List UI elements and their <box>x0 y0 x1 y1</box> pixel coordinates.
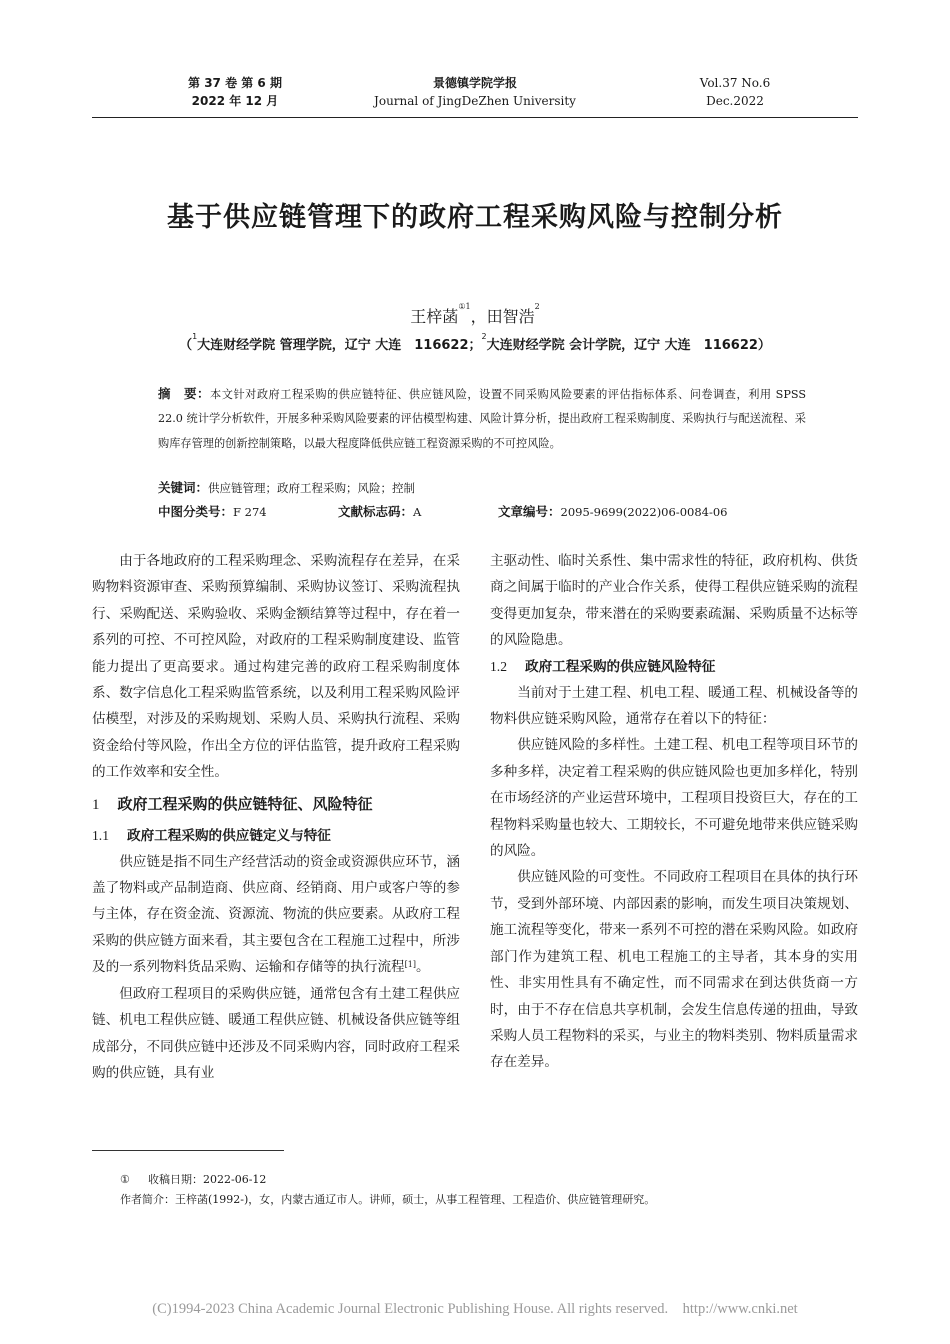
paragraph-continued: 主驱动性、临时关系性、集中需求性的特征，政府机构、供货商之间属于临时的产业合作关系，使得工程供应链采购的流程变得更加复杂，带来潜在的采购要素疏漏、采购质量不达标等的风险隐患。 <box>490 553 858 649</box>
intro-paragraph: 由于各地政府的工程采购理念、采购流程存在差异，在采购物料资源审查、采购预算编制、采购协议签订、采购流程执行、采购配送、采购验收、采购金额结算等过程中，存在着一系列的可控、不可控风险，对政府的工程采购制度建设、监管能力提出了更高要求。通过构建完善的政府工程采购制度体系、数字信息化工程采购监管系统，以及利用工程采购风险评估模型，对涉及的采购规划、采购人员、采购执行流程、采购资金给付等风险，作出全方位的评估监管，提升政府工程采购的工作效率和安全性。 <box>92 553 460 781</box>
author-1: 王梓菡 <box>410 307 459 326</box>
classification-line <box>158 501 808 523</box>
footnote-mark: ① <box>120 1173 130 1186</box>
clc-value: F 274 <box>233 505 267 519</box>
header-date: 2022 年 12 月 <box>191 94 279 108</box>
affil-1: 大连财经学院 管理学院，辽宁 大连 116622； <box>197 338 482 353</box>
header-vol-en: Vol.37 No.6 <box>699 76 771 90</box>
abstract-label: 摘 要： <box>158 386 211 401</box>
paragraph-risk-diversity: 供应链风险的多样性。土建工程、机电工程等项目环节的多种多样，决定着工程采购的供应链风险也更加多样化，特别在市场经济的产业运营环境中，工程项目投资巨大，存在的工程物料采购量也较大、工期较长，不可避免地带来供应链采购的风险。 <box>490 737 858 860</box>
author-2-mark: 2 <box>534 302 540 311</box>
affil-open: （ <box>179 338 193 353</box>
header-date-en: Dec.2022 <box>706 94 764 108</box>
abstract-text: 本文针对政府工程采购的供应链特征、供应链风险，设置不同采购风险要素的评估指标体系、问卷调查，利用 SPSS 22.0 统计学分析软件，开展多种采购风险要素的评估模型构建、风险计算分析，提出政府工程采购制度、采购执行与配送流程、采购库存管理的创新控制策略，以最大程度降低供应链工程资源采购的不可控风险。 <box>158 388 806 450</box>
section-1-heading <box>92 790 460 819</box>
author-line <box>0 304 950 327</box>
body-right-column <box>490 548 858 1076</box>
journal-vol-en <box>650 74 820 110</box>
affil-mark-1: 1 <box>192 332 198 341</box>
paragraph-supply-chain-definition <box>92 849 460 981</box>
journal-name <box>355 74 595 110</box>
article-no-label: 文章编号： <box>498 504 561 519</box>
header-rule <box>92 117 858 118</box>
doc-code-label: 文献标志码： <box>338 504 414 519</box>
keywords-text: 供应链管理；政府工程采购；风险；控制 <box>208 481 416 495</box>
para-1-text: 供应链是指不同生产经营活动的资金或资源供应环节，涵盖了物料或产品制造商、供应商、经销商、用户或客户等的参与主体，存在资金流、资源流、物流的供应要素。从政府工程采购的供应链方面来看，其主要包含在工程施工过程中，所涉及的一系列物料货品采购、运输和存储等的执行流程 <box>92 853 460 976</box>
paragraph-risk-variability: 供应链风险的可变性。不同政府工程项目在具体的执行环节，受到外部环境、内部因素的影响，而发生项目决策规划、施工流程等变化，带来一系列不可控的潜在采购风险。如政府部门作为建筑工程、机电工程施工的主导者，其本身的实用性、非实用性具有不确定性，而不同需求在到达供货商一方时，由于不存在信息共享机制，会发生信息传递的扭曲，导致采购人员工程物料的采买，与业主的物料类别、物料质量需求存在差异。 <box>490 869 858 1071</box>
journal-volume-issue <box>150 74 320 110</box>
para-1-end: 。 <box>416 959 430 976</box>
section-1-1-title: 政府工程采购的供应链定义与特征 <box>127 827 331 844</box>
journal-name-cn: 景德镇学院学报 <box>432 76 517 90</box>
author-1-mark: ①1 <box>458 302 471 311</box>
journal-name-en: Journal of JingDeZhen University <box>374 94 576 108</box>
article-title: 基于供应链管理下的政府工程采购风险与控制分析 <box>167 202 783 233</box>
paragraph-supply-chain-components: 但政府工程项目的采购供应链，通常包含有土建工程供应链、机电工程供应链、暖通工程供应链、机械设备供应链等组成部分，不同供应链中还涉及不同采购内容，同时政府工程采购的供应链，具有业 <box>92 985 460 1081</box>
footnote-bio: 作者简介：王梓菡(1992-)，女，内蒙古通辽市人。讲师，硕士，从事工程管理、工程造价、供应链管理研究。 <box>120 1193 656 1206</box>
section-1-2-number: 1.2 <box>490 658 507 674</box>
doc-code-value: A <box>413 505 422 519</box>
footnote-rule <box>92 1150 284 1151</box>
copyright-notice: (C)1994-2023 China Academic Journal Electronic Publishing House. All rights reserved. http://www.cnki.net <box>152 1301 798 1317</box>
author-2: 田智浩 <box>486 307 535 326</box>
affiliation-line <box>0 334 950 353</box>
received-date: 收稿日期：2022-06-12 <box>148 1173 267 1186</box>
affil-mark-2: 2 <box>481 332 487 341</box>
abstract <box>158 382 806 456</box>
section-1-1-heading <box>92 823 460 849</box>
section-1-number: 1 <box>92 796 100 813</box>
keywords-label: 关键词： <box>158 480 209 495</box>
body-left-column <box>92 548 460 1086</box>
article-no-value: 2095-9699(2022)06-0084-06 <box>560 505 728 519</box>
paragraph-risk-intro: 当前对于土建工程、机电工程、暖通工程、机械设备等的物料供应链采购风险，通常存在着以下的特征： <box>490 684 858 728</box>
section-1-2-title: 政府工程采购的供应链风险特征 <box>525 658 716 675</box>
author-separator: ， <box>470 307 487 326</box>
keywords <box>158 477 415 499</box>
section-1-1-number: 1.1 <box>92 827 109 843</box>
citation-1: [1] <box>404 960 416 970</box>
section-1-2-heading <box>490 654 858 680</box>
header-issue: 第 37 卷 第 6 期 <box>188 76 282 90</box>
affil-2: 大连财经学院 会计学院，辽宁 大连 116622） <box>486 338 771 353</box>
section-1-title: 政府工程采购的供应链特征、风险特征 <box>117 794 373 813</box>
clc-label: 中图分类号： <box>158 504 234 519</box>
